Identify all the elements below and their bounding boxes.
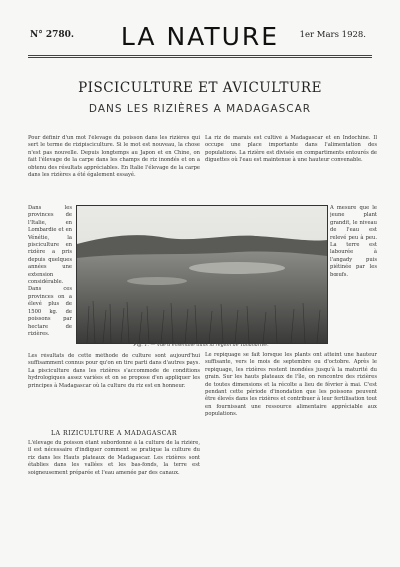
paragraph-left-narrow: Dans les provinces de l'Italie, en Lombardie et en Vénétie, la pisciculture en rizière a pris depuis quelques années une extension considérable. Dans ces provinces on a élevé plus de 1500 kg. de poissons par hectare de rizières. bbox=[28, 205, 72, 337]
paragraph-left-bottom: Les résultats de cette méthode de culture sont aujourd'hui suffisamment connus pour qu'on en tire parti dans d'autres pays. La pisciculture dans les rizières s'accommode de conditions hydrologiques assez variées et on se propose d'en appliquer les principes à Madagascar où la culture du riz est en honneur. bbox=[28, 353, 200, 389]
issue-number: N° 2780. bbox=[30, 30, 75, 40]
issue-date: 1er Mars 1928. bbox=[299, 30, 366, 40]
paragraph-left-end: L'élevage du poisson étant subordonné à la culture de la rizière, il est nécessaire d'indiquer comment se pratique la culture du riz dans les Hauts plateaux de Madagascar. Les rizières sont établies dans les vallées et les bas-fonds, la terre est soigneusement préparée et l'eau amenée par des canaux. bbox=[28, 440, 200, 476]
masthead-rule-top bbox=[28, 55, 372, 56]
section-heading: LA RIZICULTURE A MADAGASCAR bbox=[50, 430, 178, 437]
rice-field-photo bbox=[76, 205, 328, 344]
article-title: PISCICULTURE ET AVICULTURE bbox=[78, 80, 322, 96]
article-subtitle: DANS LES RIZIÈRES A MADAGASCAR bbox=[88, 103, 312, 115]
masthead: LA NATURE bbox=[120, 22, 280, 51]
paragraph-right-bottom: Le repiquage se fait lorsque les plants ont atteint une hauteur suffisante, vers le mois de septembre ou d'octobre. Après le repiquage, les rizières restent inondées jusqu'à la maturité du grain. Sur les hauts plateaux de l'île, on rencontre des rizières de toutes dimensions et la récolte a lieu de février à mai. C'est pendant cette période d'inondation que les poissons peuvent être élevés dans les rizières et contribuer à leur fertilisation tout en fournissant une ressource alimentaire appréciable aux populations. bbox=[205, 352, 377, 418]
masthead-rule-bottom bbox=[28, 57, 372, 58]
rice-field-illustration bbox=[77, 206, 327, 343]
paragraph-left-top: Pour définir d'un mot l'élevage du poisson dans les rizières qui sert le terme de rizipisciculture. Si le mot est nouveau, la chose n'est pas nouvelle. Depuis longtemps au Japon et en Chine, on fait l'élevage de la carpe dans les champs de riz inondés et on a obtenu des résultats appréciables. En Italie l'élevage de la carpe dans les rizières a été également essayé. bbox=[28, 135, 200, 179]
figure-caption: Fig. 1. — Vue d'ensemble dans la région de Tananarive. bbox=[133, 343, 269, 348]
paragraph-right-narrow: A mesure que le jeune plant grandit, le niveau de l'eau est relevé peu à peu. La terre est labourée à l'angady puis piétinée par les bœufs. bbox=[330, 205, 377, 278]
paragraph-right-top: La riz de marais est cultivé à Madagascar et en Indochine. Il occupe une place importante dans l'alimentation des populations. La rizière est divisée en compartiments entourés de diguettes où l'eau est maintenue à une hauteur convenable. bbox=[205, 135, 377, 164]
